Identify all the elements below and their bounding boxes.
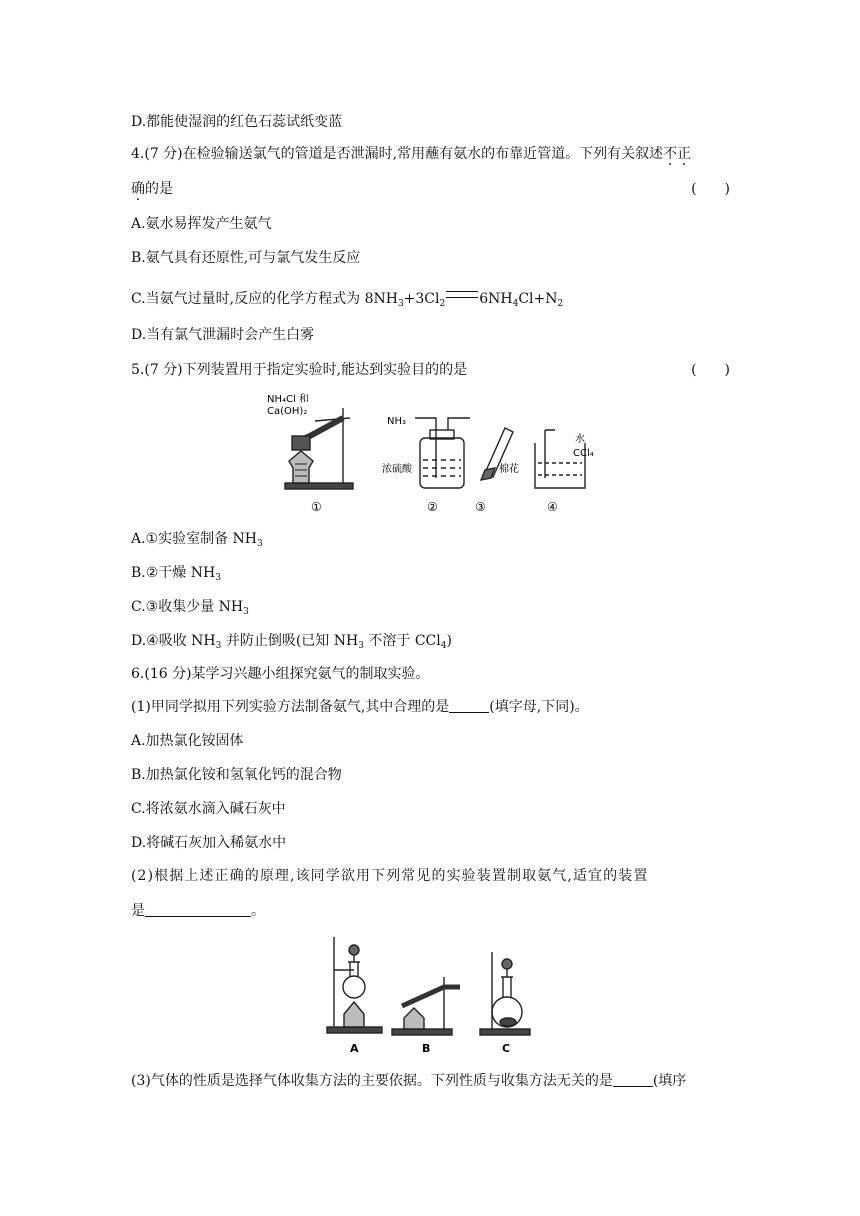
q4-stem: 4.(7 分)在检验输送氯气的管道是否泄漏时,常用蘸有氨水的布靠近管道。下列有关叙述不正 <box>131 146 692 162</box>
q6-part1: (1)甲同学拟用下列实验方法制备氨气,其中合理的是 (填字母,下同)。 <box>131 699 589 715</box>
q5-option-c: C.③收集少量 $NH_3$ <box>131 599 249 617</box>
q6-stem: 6.(16 分)某学习兴趣小组探究氨气的制取实验。 <box>131 666 430 682</box>
label-water: 水 <box>575 434 585 445</box>
label-nh3: NH₃ <box>387 416 407 427</box>
label-apparatus-1: ① <box>311 500 322 514</box>
answer-blank[interactable] <box>145 902 251 917</box>
equals-sign <box>446 291 478 298</box>
q4-option-b: B.氨气具有还原性,可与氯气发生反应 <box>131 250 361 266</box>
q6-part2-line1: (2)根据上述正确的原理,该同学欲用下列常见的实验装置制取氨气,适宜的装置 <box>131 868 649 884</box>
q6-apparatus-figure <box>322 932 537 1057</box>
q5-apparatus-figure <box>255 388 595 518</box>
q4-option-c: C.当氨气过量时,反应的化学方程式为 $8NH_3+3Cl_2$ $6NH_4Cl+N_2$ <box>131 291 564 309</box>
stand-base <box>285 483 353 489</box>
label-nh4cl: NH₄Cl 和 <box>267 394 309 405</box>
q6-part3: (3)气体的性质是选择气体收集方法的主要依据。下列性质与收集方法无关的是 (填序 <box>131 1073 687 1089</box>
label-apparatus-4: ④ <box>547 500 558 514</box>
label-apparatus-2: ② <box>427 500 438 514</box>
q6-option-a: A.加热氯化铵固体 <box>131 733 244 749</box>
q5-option-d: D.④吸收 $NH_3$ 并防止倒吸(已知 $NH_3$ 不溶于 CCl$_4$) <box>131 633 452 651</box>
q4-answer-paren: ( ) <box>691 181 730 197</box>
answer-blank[interactable] <box>613 1072 653 1087</box>
q6-option-d: D.将碱石灰加入稀氨水中 <box>131 835 287 851</box>
label-apparatus-c: C <box>502 1042 511 1055</box>
label-caoh2: Ca(OH)₂ <box>267 406 308 417</box>
answer-blank[interactable] <box>449 698 489 713</box>
q3-option-d: D.都能使湿润的红色石蕊试纸变蓝 <box>131 114 343 130</box>
q6-option-b: B.加热氯化铵和氢氧化钙的混合物 <box>131 767 342 783</box>
label-concentrated-sulfuric-acid: 浓硫酸 <box>382 464 412 475</box>
q5-stem: 5.(7 分)下列装置用于指定实验时,能达到实验目的的是 <box>131 362 468 378</box>
q4-option-a: A.氨水易挥发产生氨气 <box>131 216 272 232</box>
q5-option-a: A.①实验室制备 $NH_3$ <box>131 531 263 549</box>
q4-stem-cont: 确的是 <box>131 181 173 197</box>
q6-part2-line2: 是 。 <box>131 903 265 919</box>
q6-option-c: C.将浓氨水滴入碱石灰中 <box>131 801 286 817</box>
label-apparatus-a: A <box>350 1042 359 1055</box>
label-apparatus-b: B <box>422 1042 431 1055</box>
label-cotton: 棉花 <box>499 464 519 475</box>
q5-option-b: B.②干燥 $NH_3$ <box>131 565 221 583</box>
q5-answer-paren: ( ) <box>691 362 730 378</box>
label-apparatus-3: ③ <box>475 500 486 514</box>
q4-option-d: D.当有氯气泄漏时会产生白雾 <box>131 327 315 343</box>
label-ccl4: CCl₄ <box>573 448 594 459</box>
